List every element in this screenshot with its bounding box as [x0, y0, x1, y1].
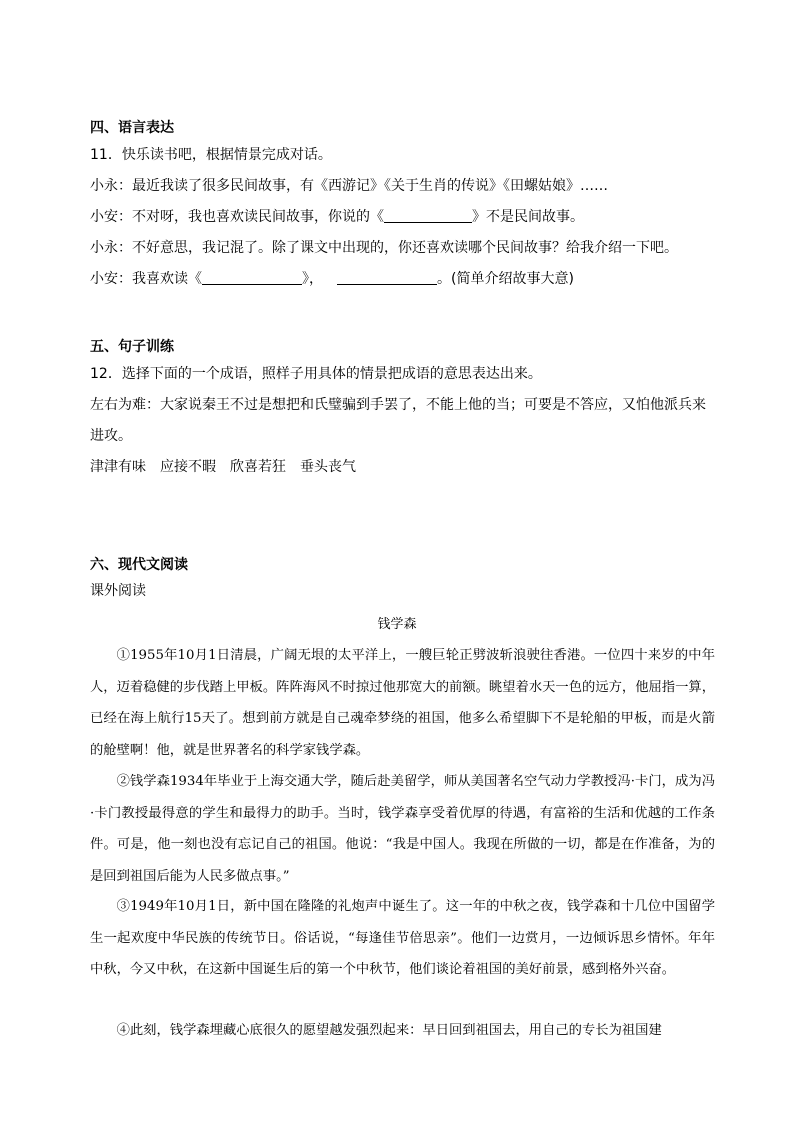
example-line-2: 进攻。 — [90, 428, 132, 444]
dialogue-4-prefix: 小安：我喜欢读《 — [90, 271, 202, 287]
article-paragraph-1: ①1955年10月1日清晨，广阔无垠的太平洋上，一艘巨轮正劈波斩浪驶往香港。一位四十来岁的中年人，迈着稳健的步伐踏上甲板。阵阵海风不时掠过他那宽大的前额。眺望着水天一色的远方，他屈指一算，已经在海上航行15天了。想到前方就是自己魂牵梦绕的祖国，他多么希望脚下不是轮船的甲板，而是火箭的舱壁啊！他，就是世界著名的科学家钱学森。 — [90, 648, 715, 758]
question-12: 12．选择下面的一个成语，照样子用具体的情景把成语的意思表达出来。 — [90, 366, 542, 382]
dialogue-4-suffix: 。(简单介绍故事大意) — [437, 271, 574, 287]
dialogue-line-3: 小永：不好意思，我记混了。除了课文中出现的，你还喜欢读哪个民间故事？给我介绍一下吧。 — [90, 240, 678, 256]
question-11: 11．快乐读书吧，根据情景完成对话。 — [90, 147, 332, 163]
dialogue-line-1: 小永：最近我读了很多民间故事，有《西游记》《关于生肖的传说》《田螺姑娘》…… — [90, 178, 608, 194]
dialogue-2-prefix: 小安：不对呀，我也喜欢读民间故事，你说的《 — [90, 209, 384, 225]
section-5-title: 五、句子训练 — [90, 339, 174, 355]
answer-blank-1[interactable] — [384, 208, 472, 223]
reading-subtitle: 课外阅读 — [90, 583, 146, 599]
article-title: 钱学森 — [377, 617, 417, 632]
dialogue-line-2 — [90, 207, 584, 227]
section-4-title: 四、语言表达 — [90, 120, 174, 136]
article-paragraph-2: ②钱学森1934年毕业于上海交通大学，随后赴美留学，师从美国著名空气动力学教授冯·卡门，成为冯·卡门教授最得意的学生和最得力的助手。当时，钱学森享受着优厚的待遇，有富裕的生活和优越的工作条件。可是，他一刻也没有忘记自己的祖国。他说：“我是中国人。我现在所做的一切，都是在作准备，为的是回到祖国后能为人民多做点事。” — [90, 774, 715, 884]
dialogue-4-middle: 》， — [302, 271, 323, 287]
dialogue-line-4 — [90, 269, 574, 289]
article-paragraph-3: ③1949年10月1日，新中国在隆隆的礼炮声中诞生了。这一年的中秋之夜，钱学森和十几位中国留学生一起欢度中华民族的传统节日。俗话说，“每逢佳节倍思亲”。他们一边赏月，一边倾诉思乡情怀。年年中秋，今又中秋，在这新中国诞生后的第一个中秋节，他们谈论着祖国的美好前景，感到格外兴奋。 — [90, 899, 715, 977]
article-paragraph-4: ④此刻，钱学森埋藏心底很久的愿望越发强烈起来：早日回到祖国去，用自己的专长为祖国建 — [116, 1023, 662, 1038]
answer-blank-3[interactable] — [337, 270, 437, 285]
answer-blank-2[interactable] — [202, 270, 302, 285]
idiom-options: 津津有味 应接不暇 欣喜若狂 垂头丧气 — [90, 459, 356, 475]
dialogue-2-suffix: 》不是民间故事。 — [472, 209, 584, 225]
example-line-1: 左右为难：大家说秦王不过是想把和氏璧骗到手罢了，不能上他的当；可要是不答应，又怕他派兵来 — [90, 397, 706, 413]
section-6-title: 六、现代文阅读 — [90, 557, 188, 573]
